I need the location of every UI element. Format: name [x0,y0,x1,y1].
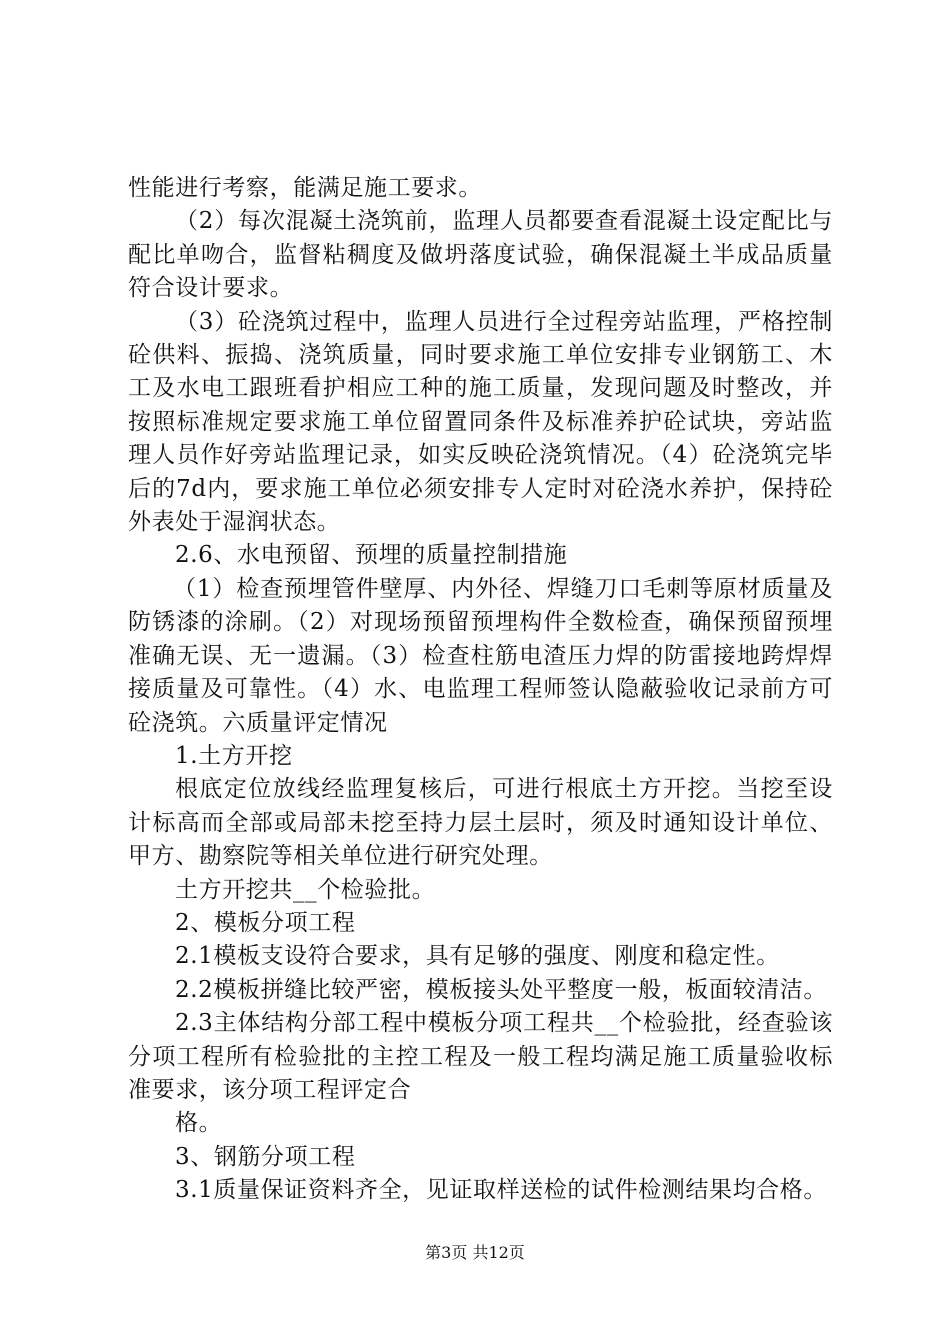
paragraph-item-3: （3）砼浇筑过程中，监理人员进行全过程旁站监理，严格控制砼供料、振捣、浇筑质量，同时要求施工单位安排专业钢筋工、木工及水电工跟班看护相应工种的施工质量，发现问题及时整改，并按照标准规定要求施工单位留置同条件及标准养护砼试块，旁站监理人员作好旁站监理记录，如实反映砼浇筑情况。（4）砼浇筑完毕后的7d内，要求施工单位必须安排专人定时对砼浇水养护，保持砼外表处于湿润状态。 [128,308,833,536]
paragraph-continuation: 性能进行考察，能满足施工要求。 [128,175,482,201]
paragraph-formwork-2-3-tail: 格。 [175,1110,223,1137]
section-heading-formwork: 2、模板分项工程 [175,909,356,936]
document-body [128,172,833,1208]
paragraph-embedded-items: （1）检查预埋管件壁厚、内外径、焊缝刀口毛刺等原材质量及防锈漆的涂刷。（2）对现场预留预埋构件全数检查，确保预留预埋准确无误、无一遗漏。（3）检查柱筋电渣压力焊的防雷接地跨焊焊接质量及可靠性。（4）水、电监理工程师签认隐蔽验收记录前方可砼浇筑。六质量评定情况 [128,575,833,736]
page-number: 第3页 共12页 [425,1243,525,1262]
section-heading-rebar: 3、钢筋分项工程 [175,1143,356,1170]
paragraph-rebar-3-1: 3.1质量保证资料齐全，见证取样送检的试件检测结果均合格。 [175,1177,827,1204]
paragraph-formwork-2-2: 2.2模板拼缝比较严密，模板接头处平整度一般，板面较清洁。 [175,976,827,1003]
paragraph-earthwork-batches: 土方开挖共__个检验批。 [175,876,436,903]
paragraph-earthwork: 根底定位放线经监理复核后，可进行根底土方开挖。当挖至设计标高而全部或局部未挖至持力层土层时，须及时通知设计单位、甲方、勘察院等相关单位进行研究处理。 [128,776,833,870]
paragraph-formwork-2-1: 2.1模板支设符合要求，具有足够的强度、刚度和稳定性。 [175,943,780,970]
paragraph-formwork-2-3: 2.3主体结构分部工程中模板分项工程共__个检验批，经查验该分项工程所有检验批的主控工程及一般工程均满足施工质量验收标准要求，该分项工程评定合 [128,1010,833,1103]
page-footer [0,1243,950,1263]
section-heading-2-6: 2.6、水电预留、预埋的质量控制措施 [175,542,568,569]
paragraph-item-2: （2）每次混凝土浇筑前，监理人员都要查看混凝土设定配比与配比单吻合，监督粘稠度及做坍落度试验，确保混凝土半成品质量符合设计要求。 [128,208,833,302]
section-heading-earthwork: 1.土方开挖 [175,742,293,769]
